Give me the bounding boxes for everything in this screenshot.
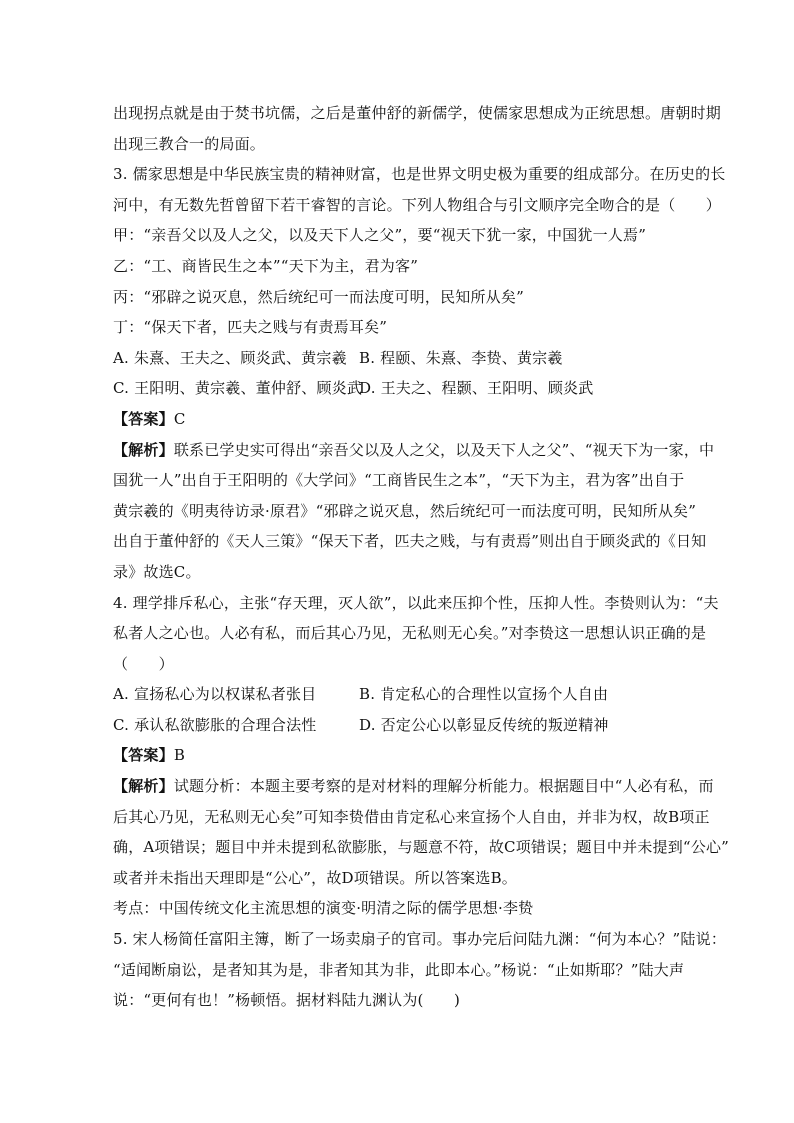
question-3-options-ab — [113, 343, 683, 374]
question-5-stem: 5. 宋人杨简任富阳主簿，断了一场卖扇子的官司。事办完后问陆九渊：“何为本心？”陆说： — [113, 930, 727, 949]
option-d: D. 王夫之、程颢、王阳明、顾炎武 — [359, 379, 594, 398]
analysis-label: 【解析】 — [113, 440, 174, 459]
question-4-stem: 4. 理学排斥私心，主张“存天理，灭人欲”，以此来压抑个性，压抑人性。李贽则认为：“夫 — [113, 593, 719, 612]
option-c: C. 王阳明、黄宗羲、董仲舒、顾炎武 — [113, 379, 363, 398]
knowledge-point: 考点：中国传统文化主流思想的演变·明清之际的儒学思想·李贽 — [113, 899, 534, 918]
question-5-stem: 说：“更何有也！”杨顿悟。据材料陆九渊认为( ) — [113, 991, 461, 1010]
text-line: 出现三教合一的局面。 — [113, 134, 266, 153]
answer-label: 【答案】 — [113, 746, 174, 765]
option-b: B. 肯定私心的合理性以宣扬个人自由 — [359, 685, 609, 704]
analysis-4 — [113, 771, 714, 802]
answer-value: B — [173, 746, 186, 765]
analysis-3-text: 国犹一人”出自于王阳明的《大学问》“工商皆民生之本”，“天下为主，君为客”出自于 — [113, 471, 685, 490]
question-3-options-cd — [113, 373, 683, 404]
analysis-4-text: 后其心乃见，无私则无心矣”可知李贽借由肯定私心来宣扬个人自由，并非为权，故B项正 — [113, 807, 710, 826]
option-c: C. 承认私欲膨胀的合理合法性 — [113, 715, 317, 734]
analysis-label: 【解析】 — [113, 777, 174, 796]
document-body — [113, 98, 730, 1016]
question-4-stem: 私者人之心也。人必有私，而后其心乃见，无私则无心矣。”对李贽这一思想认识正确的是 — [113, 624, 707, 643]
question-5-stem: “适闻断扇讼，是者知其为是，非者知其为非，此即本心。”杨说：“止如斯耶？”陆大声 — [113, 960, 685, 979]
analysis-3-text: 录》故选C。 — [113, 562, 201, 581]
quote-ding: 丁：“保天下者，匹夫之贱与有责焉耳矣” — [113, 318, 388, 337]
option-b: B. 程颐、朱熹、李贽、黄宗羲 — [359, 348, 563, 367]
analysis-4-text: 或者并未指出天理即是“公心”，故D项错误。所以答案选B。 — [113, 868, 517, 887]
question-3-stem: 河中，有无数先哲曾留下若干睿智的言论。下列人物组合与引文顺序完全吻合的是（ ） — [113, 195, 722, 214]
analysis-3-text: 黄宗羲的《明夷待访录·原君》“邪辟之说灭息，然后统纪可一而法度可明，民知所从矣” — [113, 501, 697, 520]
analysis-3 — [113, 435, 715, 466]
answer-value: C — [173, 409, 186, 428]
quote-jia: 甲：“亲吾父以及人之父，以及天下人之父”，要“视天下犹一家，中国犹一人焉” — [113, 226, 647, 245]
analysis-3-text: 出自于董仲舒的《天人三策》“保天下者，匹夫之贱，与有责焉”则出自于顾炎武的《日知 — [113, 532, 707, 551]
text-line: 出现拐点就是由于焚书坑儒，之后是董仲舒的新儒学，使儒家思想成为正统思想。唐朝时期 — [113, 104, 722, 122]
quote-bing: 丙：“邪辟之说灭息，然后统纪可一而法度可明，民知所从矣” — [113, 287, 524, 306]
quote-yi: 乙：“工、商皆民生之本”“天下为主，君为客” — [113, 256, 419, 275]
option-a: A. 朱熹、王夫之、顾炎武、黄宗羲 — [113, 348, 347, 367]
question-4-options-ab — [113, 679, 683, 710]
answer-label: 【答案】 — [113, 409, 174, 428]
question-4-options-cd — [113, 710, 683, 741]
question-4-stem: （ ） — [113, 654, 174, 673]
answer-3 — [113, 404, 683, 435]
option-d: D. 否定公心以彰显反传统的叛逆精神 — [359, 715, 609, 734]
question-3-stem: 3. 儒家思想是中华民族宝贵的精神财富，也是世界文明史极为重要的组成部分。在历史的长 — [113, 165, 726, 184]
analysis-text: 联系已学史实可得出“亲吾父以及人之父，以及天下人之父”、“视天下为一家，中 — [173, 440, 715, 459]
option-a: A. 宣扬私心为以权谋私者张目 — [113, 685, 317, 704]
answer-4 — [113, 740, 683, 771]
analysis-text: 试题分析：本题主要考察的是对材料的理解分析能力。根据题目中“人必有私，而 — [173, 777, 714, 796]
analysis-4-text: 确，A项错误；题目中并未提到私欲膨胀，与题意不符，故C项错误；题目中并未提到“公心” — [113, 838, 730, 857]
